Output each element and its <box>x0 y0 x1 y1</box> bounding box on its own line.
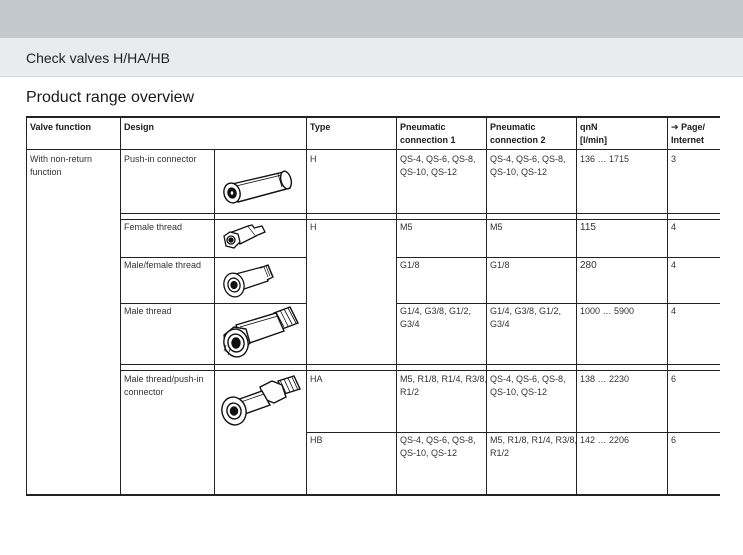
row-pc2: G3/4 <box>490 319 510 329</box>
row-pc1: QS-10, QS-12 <box>400 167 458 177</box>
col-header-pc2-line1: Pneumatic <box>490 122 536 132</box>
col-header-type: Type <box>310 122 331 132</box>
row-qnn: 138 … 2230 <box>580 374 630 384</box>
col-header-qnn-line2: [l/min] <box>580 135 607 145</box>
row-rule <box>120 219 720 220</box>
row-design: Male thread <box>124 306 172 316</box>
row-qnn: 280 <box>580 260 597 271</box>
col-rule <box>306 116 307 496</box>
row-type: H <box>310 154 317 164</box>
row-pc1: M5 <box>400 222 413 232</box>
row-design: connector <box>124 387 164 397</box>
row-type: HA <box>310 374 323 384</box>
row-pc2: M5, R1/8, R1/4, R3/8, <box>490 435 578 445</box>
row-type: HB <box>310 435 323 445</box>
male-thread-push-in-valve-image <box>216 373 306 433</box>
row-rule <box>120 364 720 365</box>
row-pc1: QS-4, QS-6, QS-8, <box>400 154 476 164</box>
group-label-line2: function <box>30 167 62 177</box>
row-pc2: QS-4, QS-6, QS-8, <box>490 374 566 384</box>
row-pc1: QS-10, QS-12 <box>400 448 458 458</box>
col-header-page-line1: ➔ Page/ <box>671 122 706 132</box>
title-bar <box>0 38 743 77</box>
row-pc2: G1/8 <box>490 260 510 270</box>
table-top-rule <box>26 116 720 118</box>
row-design: Push-in connector <box>124 154 197 164</box>
row-page: 4 <box>671 306 677 316</box>
row-design: Male/female thread <box>124 260 202 270</box>
header-rule <box>26 149 720 150</box>
row-pc2: QS-10, QS-12 <box>490 167 548 177</box>
page-title: Check valves H/HA/HB <box>26 50 170 66</box>
row-pc2: G1/4, G3/8, G1/2, <box>490 306 562 316</box>
row-type: H <box>310 222 317 232</box>
row-page: 4 <box>671 222 677 232</box>
row-qnn: 142 … 2206 <box>580 435 630 445</box>
col-header-design: Design <box>124 122 155 132</box>
col-header-qnn-line1: qnN <box>580 122 598 132</box>
row-page: 6 <box>671 374 677 384</box>
table-bottom-rule <box>26 494 720 496</box>
row-pc1: G3/4 <box>400 319 420 329</box>
col-rule <box>486 116 487 496</box>
push-in-connector-valve-image <box>218 166 302 210</box>
row-page: 6 <box>671 435 677 445</box>
col-header-valve-function: Valve function <box>30 122 92 132</box>
row-qnn: 115 <box>580 222 596 233</box>
col-header-page-line2: Internet <box>671 135 705 145</box>
row-pc1: G1/4, G3/8, G1/2, <box>400 306 472 316</box>
row-pc2: QS-10, QS-12 <box>490 387 548 397</box>
col-rule <box>667 116 668 496</box>
top-band <box>0 0 743 38</box>
row-pc1: G1/8 <box>400 260 420 270</box>
row-page: 4 <box>671 260 677 270</box>
row-design: Male thread/push-in <box>124 374 204 384</box>
col-header-pc1-line1: Pneumatic <box>400 122 446 132</box>
row-rule <box>120 257 306 258</box>
row-pc1: R1/2 <box>400 387 420 397</box>
product-range-table <box>26 116 720 498</box>
col-header-pc1-line2: connection 1 <box>400 135 456 145</box>
col-header-pc2-line2: connection 2 <box>490 135 546 145</box>
row-rule <box>120 213 720 214</box>
row-qnn: 1000 … 5900 <box>580 306 635 316</box>
row-pc2: QS-4, QS-6, QS-8, <box>490 154 566 164</box>
row-design: Female thread <box>124 222 183 232</box>
row-rule <box>120 370 720 371</box>
row-pc1: QS-4, QS-6, QS-8, <box>400 435 476 445</box>
male-female-thread-valve-image <box>218 261 278 301</box>
female-thread-valve-image <box>218 222 268 254</box>
row-rule <box>306 432 720 433</box>
col-rule <box>120 116 121 496</box>
col-rule <box>396 116 397 496</box>
row-pc2: R1/2 <box>490 448 510 458</box>
group-label-line1: With non-return <box>30 154 93 164</box>
row-pc2: M5 <box>490 222 503 232</box>
section-title: Product range overview <box>26 89 195 106</box>
male-thread-valve-image <box>214 305 306 363</box>
row-rule <box>396 257 720 258</box>
col-rule <box>26 116 27 496</box>
row-page: 3 <box>671 154 677 164</box>
row-pc1: M5, R1/8, R1/4, R3/8, <box>400 374 488 384</box>
row-rule <box>120 303 306 304</box>
row-rule <box>396 303 720 304</box>
row-qnn: 136 … 1715 <box>580 154 630 164</box>
